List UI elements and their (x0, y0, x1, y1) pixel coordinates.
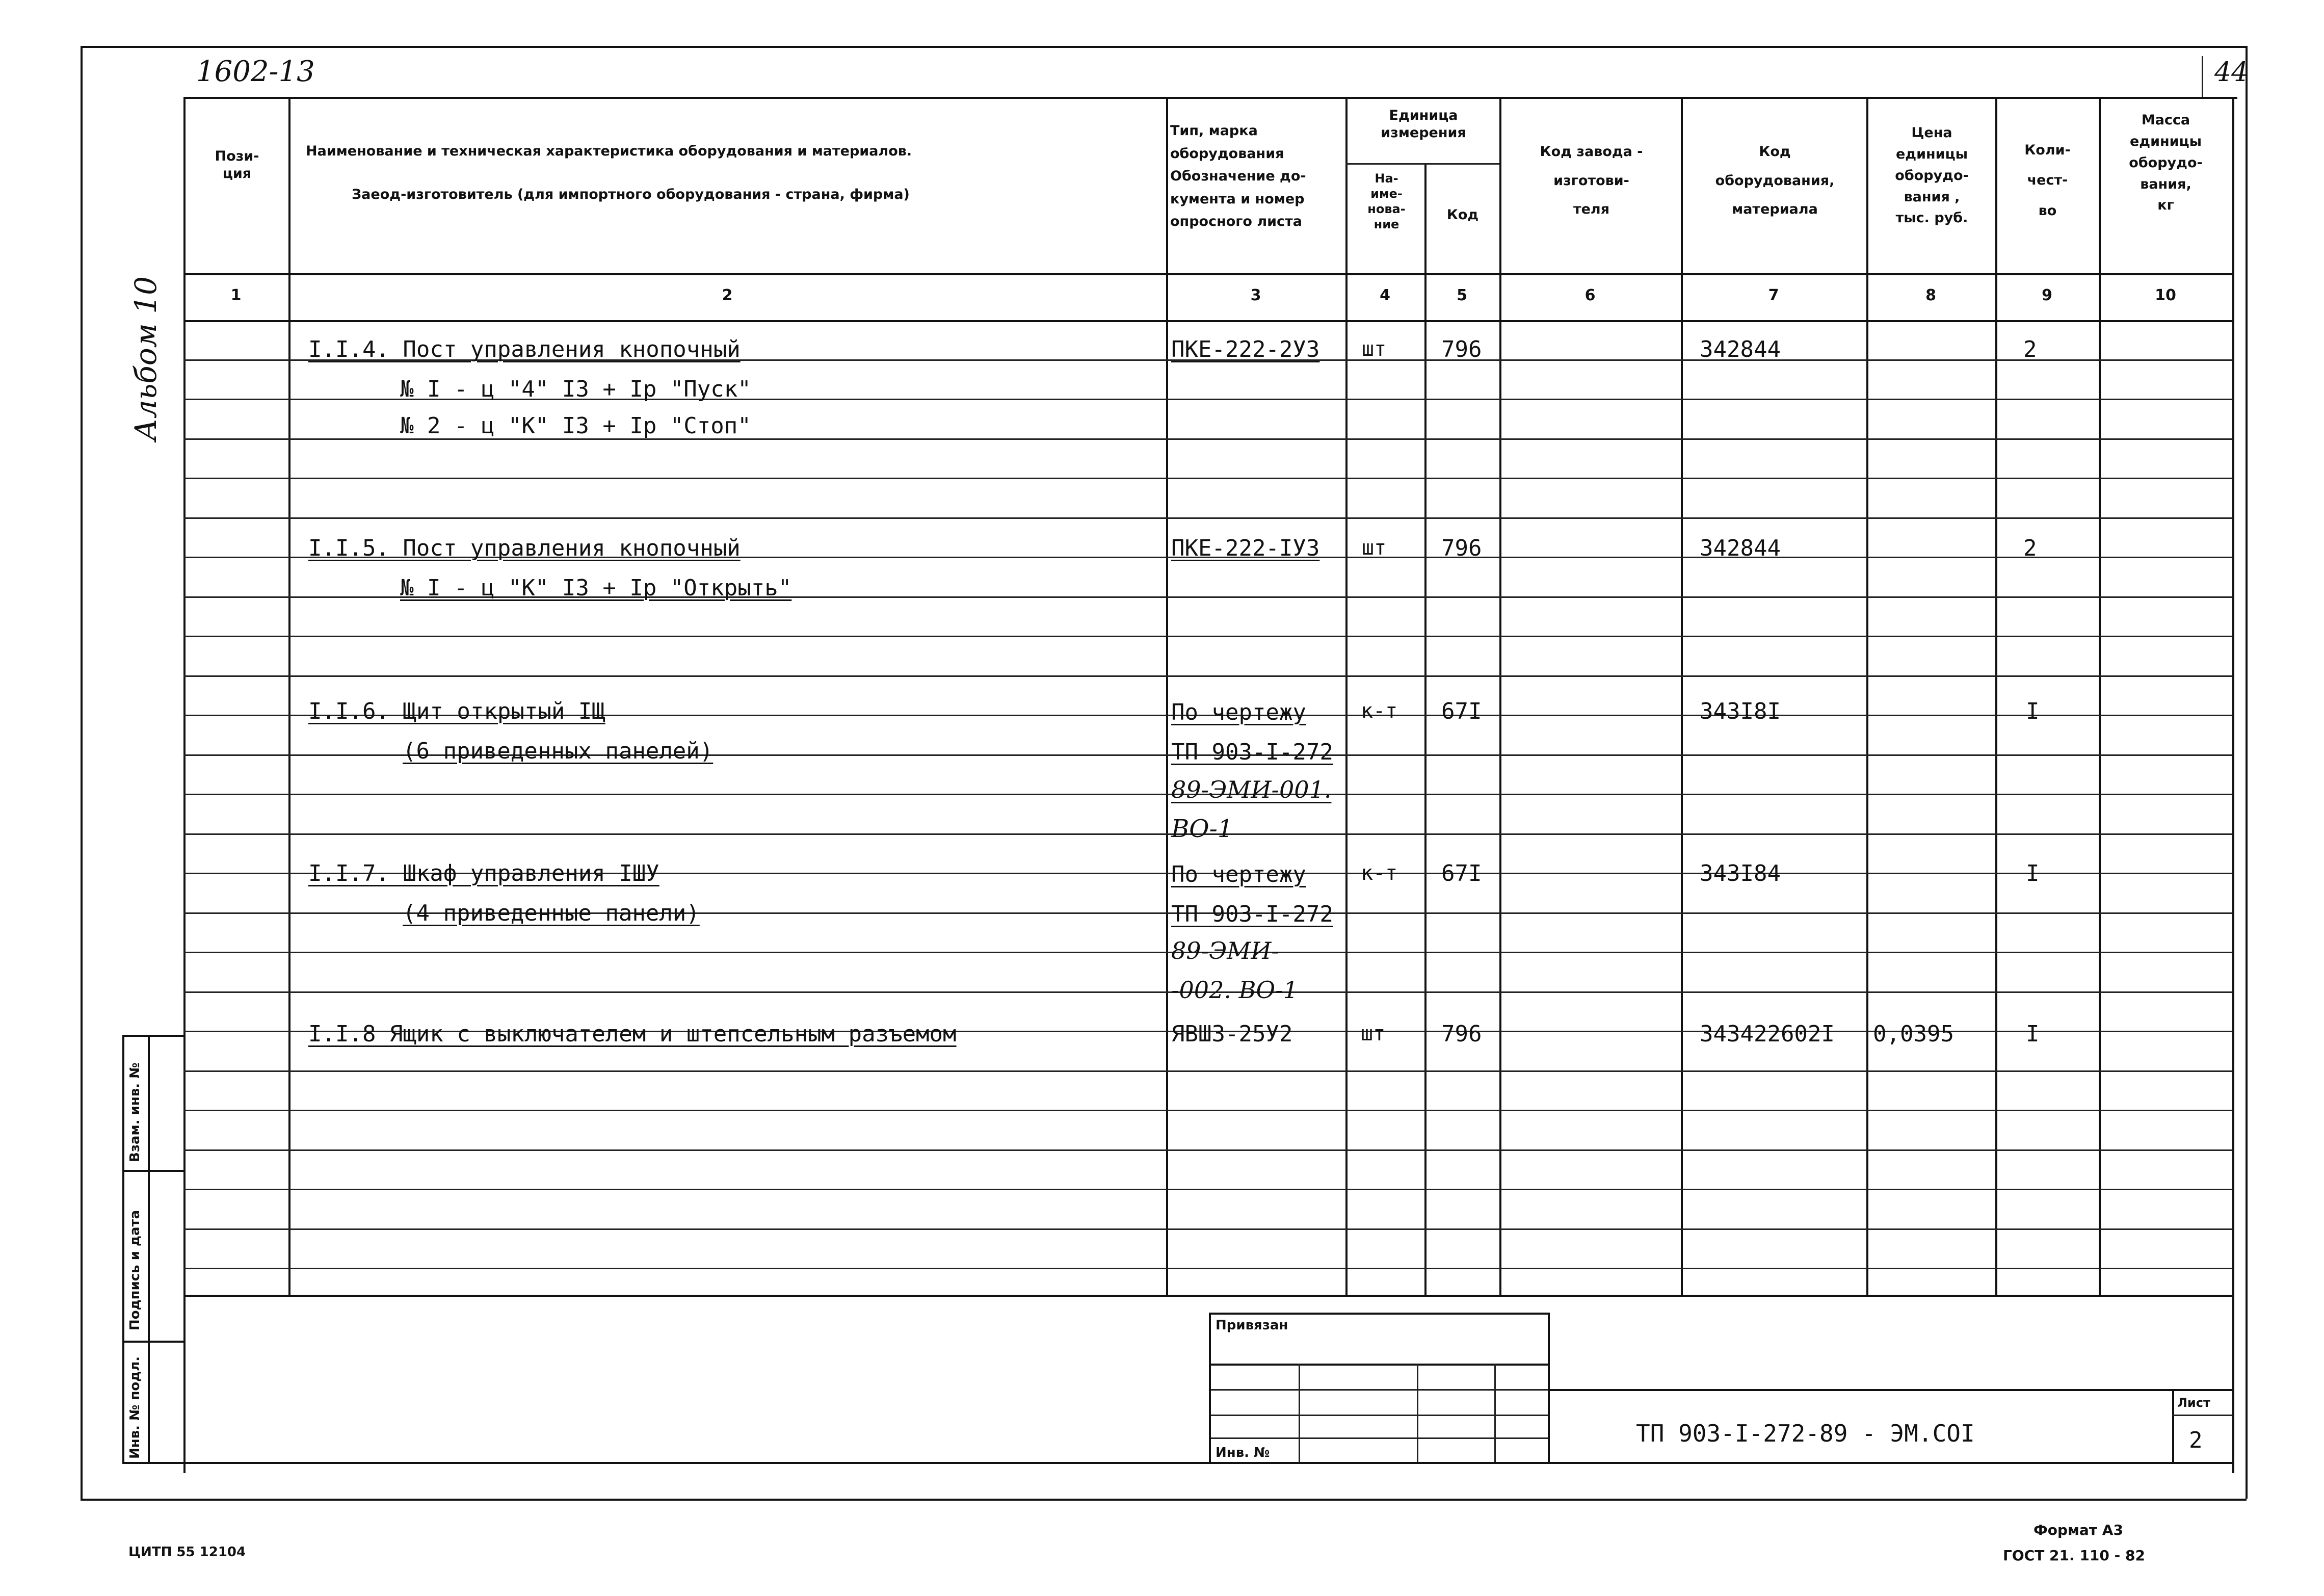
table-row-name: I.I.7. Шкаф управления IШУ (308, 860, 659, 886)
table-row-eq-code: 343I8I (1700, 698, 1781, 724)
header-unit-group: Единица измерения (1381, 108, 1466, 141)
table-row-eq-code: 342844 (1700, 336, 1781, 362)
table-row-eq-code: 343I84 (1700, 860, 1781, 886)
table-row-eq-code: 343422602I (1700, 1021, 1835, 1047)
page-number-box (2202, 56, 2203, 97)
page-number: 44 (2214, 57, 2249, 88)
table-row-name: I.I.5. Пост управления кнопочный (308, 535, 741, 561)
header-factory-code: Код завода - изготови- теля (1540, 144, 1643, 218)
header-position: Пози- ция (215, 148, 259, 181)
table-row-type: ТП 903-I-272 (1171, 739, 1333, 765)
table-row-name: № I - ц "4" I3 + Iр "Пуск" (400, 376, 751, 402)
table-row-type: 89-ЭМИ- (1171, 937, 1280, 964)
table-row-unit-code: 67I (1441, 698, 1482, 724)
header-quantity: Коли- чест- во (2024, 142, 2071, 219)
header-price: Цена единицы оборудо- вания , тыс. руб. (1895, 125, 1969, 226)
table-row-unit: к-т (1361, 861, 1398, 885)
doc-code: 1602-13 (196, 55, 315, 88)
table-row-name: I.I.8 Ящик с выключателем и штепсельным разъемом (308, 1021, 957, 1047)
col-num-6: 6 (1584, 286, 1596, 304)
table-row-qty: 2 (2023, 336, 2037, 362)
table-row-name: I.I.4. Пост управления кнопочный (308, 336, 741, 362)
table-row-name: (4 приведенные панели) (403, 900, 700, 926)
col-num-10: 10 (2155, 286, 2176, 304)
table-row-type: ЯВШ3-25У2 (1171, 1021, 1293, 1047)
table-row-qty: I (2026, 698, 2040, 724)
table-row-unit-code: 796 (1441, 336, 1482, 362)
table-row-unit: шт (1362, 337, 1387, 361)
album-label: Альбом 10 (128, 276, 163, 441)
col-num-8: 8 (1925, 286, 1936, 304)
table-row-type: ТП 903-I-272 (1171, 901, 1333, 927)
stamp-sheet-number: 2 (2189, 1427, 2203, 1453)
table-row-qty: 2 (2023, 535, 2037, 561)
table-row-name: I.I.6. Щит открытый IЩ (308, 698, 605, 724)
table-row-qty: I (2026, 860, 2040, 886)
col-num-7: 7 (1768, 286, 1779, 304)
table-row-name: № I - ц "К" I3 + Iр "Открыть" (400, 575, 792, 601)
table-row-eq-code: 342844 (1700, 535, 1781, 561)
table-row-type: ПКЕ-222-IУ3 (1171, 535, 1320, 561)
side-label-inv-orig: Инв. № подл. (127, 1356, 143, 1459)
header-unit-code: Код (1446, 207, 1479, 223)
table-row-unit: к-т (1361, 699, 1398, 723)
header-name-line2: Заеод-изготовитель (для импортного оборудования - страна, фирма) (352, 187, 910, 202)
stamp-sheet-label: Лист (2177, 1396, 2210, 1410)
col-num-2: 2 (722, 286, 733, 304)
table-row-type: 89-ЭМИ-001. (1171, 776, 1332, 803)
col-num-1: 1 (230, 286, 242, 304)
footer-left: ЦИТП 55 12104 (128, 1545, 246, 1560)
table-row-type: ВО-1 (1171, 815, 1233, 843)
header-unit-name: На- име- нова- ние (1367, 171, 1406, 231)
table-row-type: -002. ВО-1 (1171, 976, 1298, 1004)
header-mass: Масса единицы оборудо- вания, кг (2129, 112, 2203, 214)
footer-gost: ГОСТ 21. 110 - 82 (2003, 1547, 2145, 1564)
table-row-unit-code: 796 (1441, 535, 1482, 561)
table-row-price: 0,0395 (1873, 1021, 1954, 1047)
header-name-line1: Наименование и техническая характеристика оборудования и материалов. (306, 143, 912, 159)
stamp-designation: ТП 903-I-272-89 - ЭМ.СОI (1636, 1420, 1975, 1447)
stamp-bound-label: Привязан (1216, 1318, 1288, 1333)
col-num-9: 9 (2042, 286, 2052, 304)
table-row-qty: I (2026, 1021, 2040, 1047)
footer-format: Формат А3 (2034, 1522, 2123, 1538)
table-row-name: № 2 - ц "К" I3 + Iр "Стоп" (400, 413, 751, 439)
table-row-type: По чертежу (1171, 699, 1306, 725)
table-row-unit: шт (1361, 1022, 1386, 1045)
table-row-unit: шт (1362, 536, 1387, 560)
stamp-inv-label: Инв. № (1216, 1445, 1270, 1460)
side-label-sign-date: Подпись и дата (127, 1210, 143, 1330)
table-row-name: (6 приведенных панелей) (403, 738, 714, 764)
col-num-3: 3 (1250, 286, 1261, 304)
table-row-unit-code: 796 (1441, 1021, 1482, 1047)
header-equipment-code: Код оборудования, материала (1715, 144, 1835, 218)
col-num-4: 4 (1380, 286, 1390, 304)
table-row-unit-code: 67I (1441, 860, 1482, 886)
col-num-5: 5 (1457, 286, 1467, 304)
table-row-type: ПКЕ-222-2У3 (1171, 336, 1320, 362)
side-label-replace-inv: Взам. инв. № (127, 1062, 143, 1162)
table-row-type: По чертежу (1171, 861, 1306, 887)
header-type: Тип, марка оборудования Обозначение до- кумента и номер опросного листа (1170, 123, 1306, 230)
